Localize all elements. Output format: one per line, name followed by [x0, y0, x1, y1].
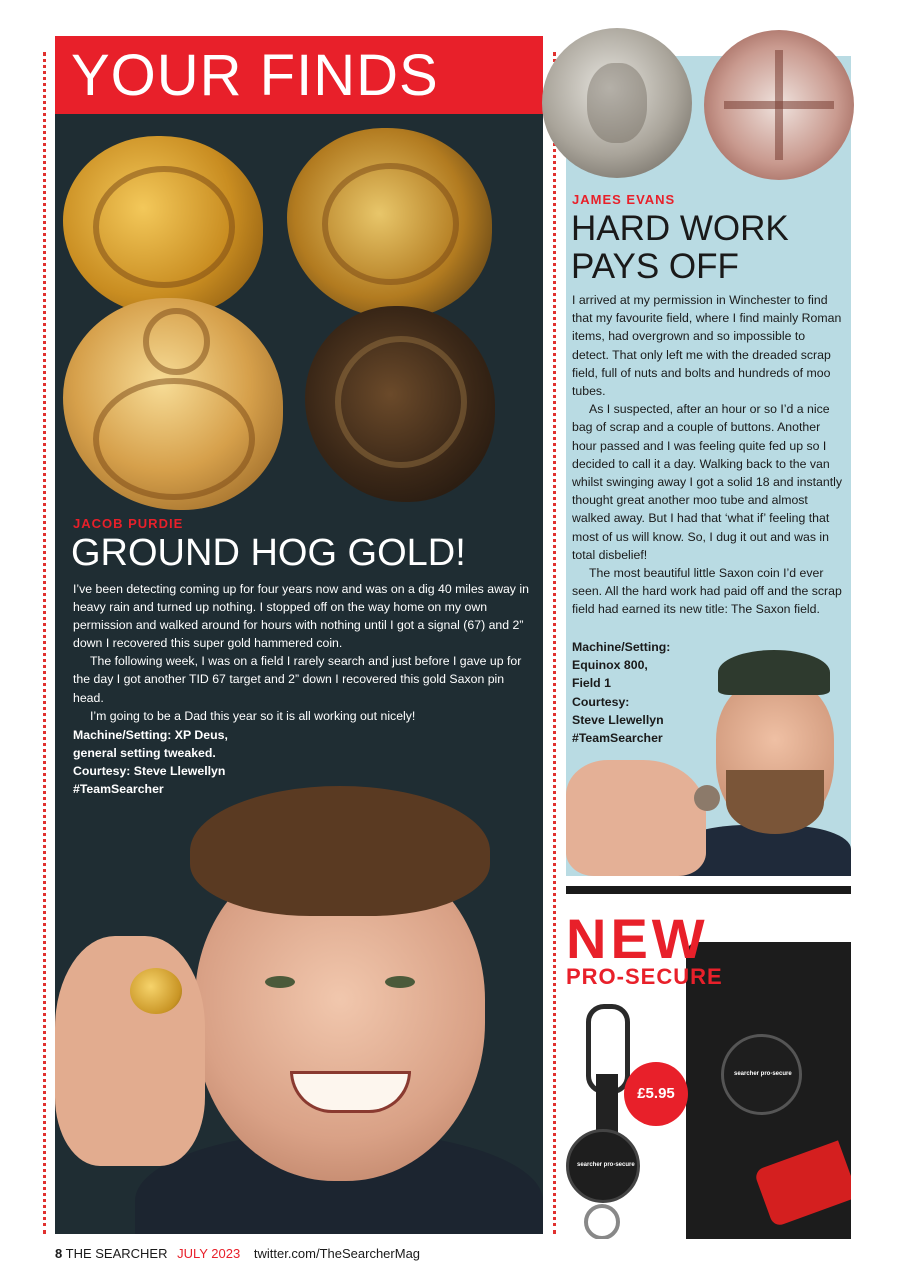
story-headline — [571, 210, 851, 286]
headline-line: PAYS OFF — [571, 247, 739, 286]
retractable-reel-photo: searcher pro-secure — [721, 1034, 802, 1115]
find-details — [572, 638, 722, 747]
story-paragraph: I’ve been detecting coming up for four years now and was on a dig 40 miles away in heavy rain and turned up nothing. I stopped off on the way home on my own permission and walked around for hours with nothing until I got a signal (67) and 2” down I recovered this super gold hammered coin. — [73, 582, 529, 651]
advert-product-name: PRO-SECURE — [566, 964, 723, 989]
story-paragraph: The most beautiful little Saxon coin I’d ever seen. All the hard work had paid off and the scrap field had earned its new title: The Saxon field. — [572, 566, 842, 617]
story-paragraph: I’m going to be a Dad this year so it is all working out nicely! — [90, 708, 416, 723]
gold-saxon-pin-head-photo-cleaned — [63, 298, 283, 510]
find-detail-line: #TeamSearcher — [73, 782, 164, 797]
headline-line: HARD WORK — [571, 209, 789, 248]
section-banner — [55, 36, 543, 114]
find-detail-line: Courtesy: — [572, 694, 630, 709]
find-detail-line: #TeamSearcher — [572, 731, 663, 746]
find-detail-line: Machine/Setting: — [572, 640, 671, 654]
find-detail-line: Equinox 800, — [572, 658, 648, 673]
finder-name: JAMES EVANS — [572, 192, 676, 207]
held-silver-coin — [694, 785, 720, 811]
twitter-link[interactable]: twitter.com/TheSearcherMag — [253, 1246, 421, 1261]
page-number: 8 — [55, 1246, 63, 1261]
story-paragraph: The following week, I was on a field I rarely search and just before I gave up for the day I got another TID 67 target and 2” down I recovered this gold Saxon pin head. — [73, 654, 522, 705]
gold-hammered-coin-photo-back — [287, 128, 492, 318]
story-paragraph: I arrived at my permission in Winchester to find that my favourite field, where I find mainly Roman items, had overgrown and so impossible to detect. That only left me with the dreaded scrap field, full of nuts and bolts and hundreds of moo tubes. — [572, 293, 842, 399]
find-detail-line: general setting tweaked. — [73, 746, 216, 761]
dotted-divider-left — [43, 52, 46, 1234]
finder-portrait-photo — [55, 736, 543, 1234]
price-badge: £5.95 — [624, 1062, 688, 1126]
find-detail-line: Courtesy: Steve Llewellyn — [73, 764, 226, 779]
saxon-silver-coin-obverse-photo — [542, 28, 692, 178]
story-paragraph: As I suspected, after an hour or so I’d a nice bag of scrap and a couple of buttons. Another hour passed and I was feeling quite fed up so I decided to call it a day. Walking back to the van whilst swinging away I got a solid 18 and instantly thought great another moo tube and almost walked away. But I had that ‘what if’ feeling that most of us will know. So, I dug it out and was in total disbelief! — [572, 402, 842, 562]
story-body — [73, 580, 535, 725]
story-headline: GROUND HOG GOLD! — [71, 532, 466, 574]
page-footer — [55, 1246, 420, 1261]
section-title: YOUR FINDS — [71, 43, 439, 108]
held-gold-coin — [130, 968, 182, 1014]
find-detail-line: Machine/Setting: XP Deus, — [73, 728, 228, 742]
issue-date: JULY 2023 — [177, 1246, 241, 1261]
finder-name: JACOB PURDIE — [73, 516, 184, 531]
key-ring-icon — [584, 1204, 620, 1239]
saxon-silver-coin-reverse-photo — [704, 30, 854, 180]
find-detail-line: Field 1 — [572, 676, 611, 691]
find-detail-line: Steve Llewellyn — [572, 712, 664, 727]
retractable-reel-icon: searcher pro-secure — [566, 1129, 640, 1203]
story-body — [572, 291, 842, 619]
dotted-divider-middle — [553, 52, 556, 1234]
pro-secure-advert — [566, 886, 851, 1239]
advert-headline: NEW — [566, 907, 709, 970]
magazine-name: THE SEARCHER — [65, 1246, 168, 1261]
jacob-purdie-panel — [55, 36, 543, 1234]
gold-hammered-coin-photo-front — [63, 136, 263, 316]
gold-saxon-pin-head-photo-uncleaned — [305, 306, 495, 502]
